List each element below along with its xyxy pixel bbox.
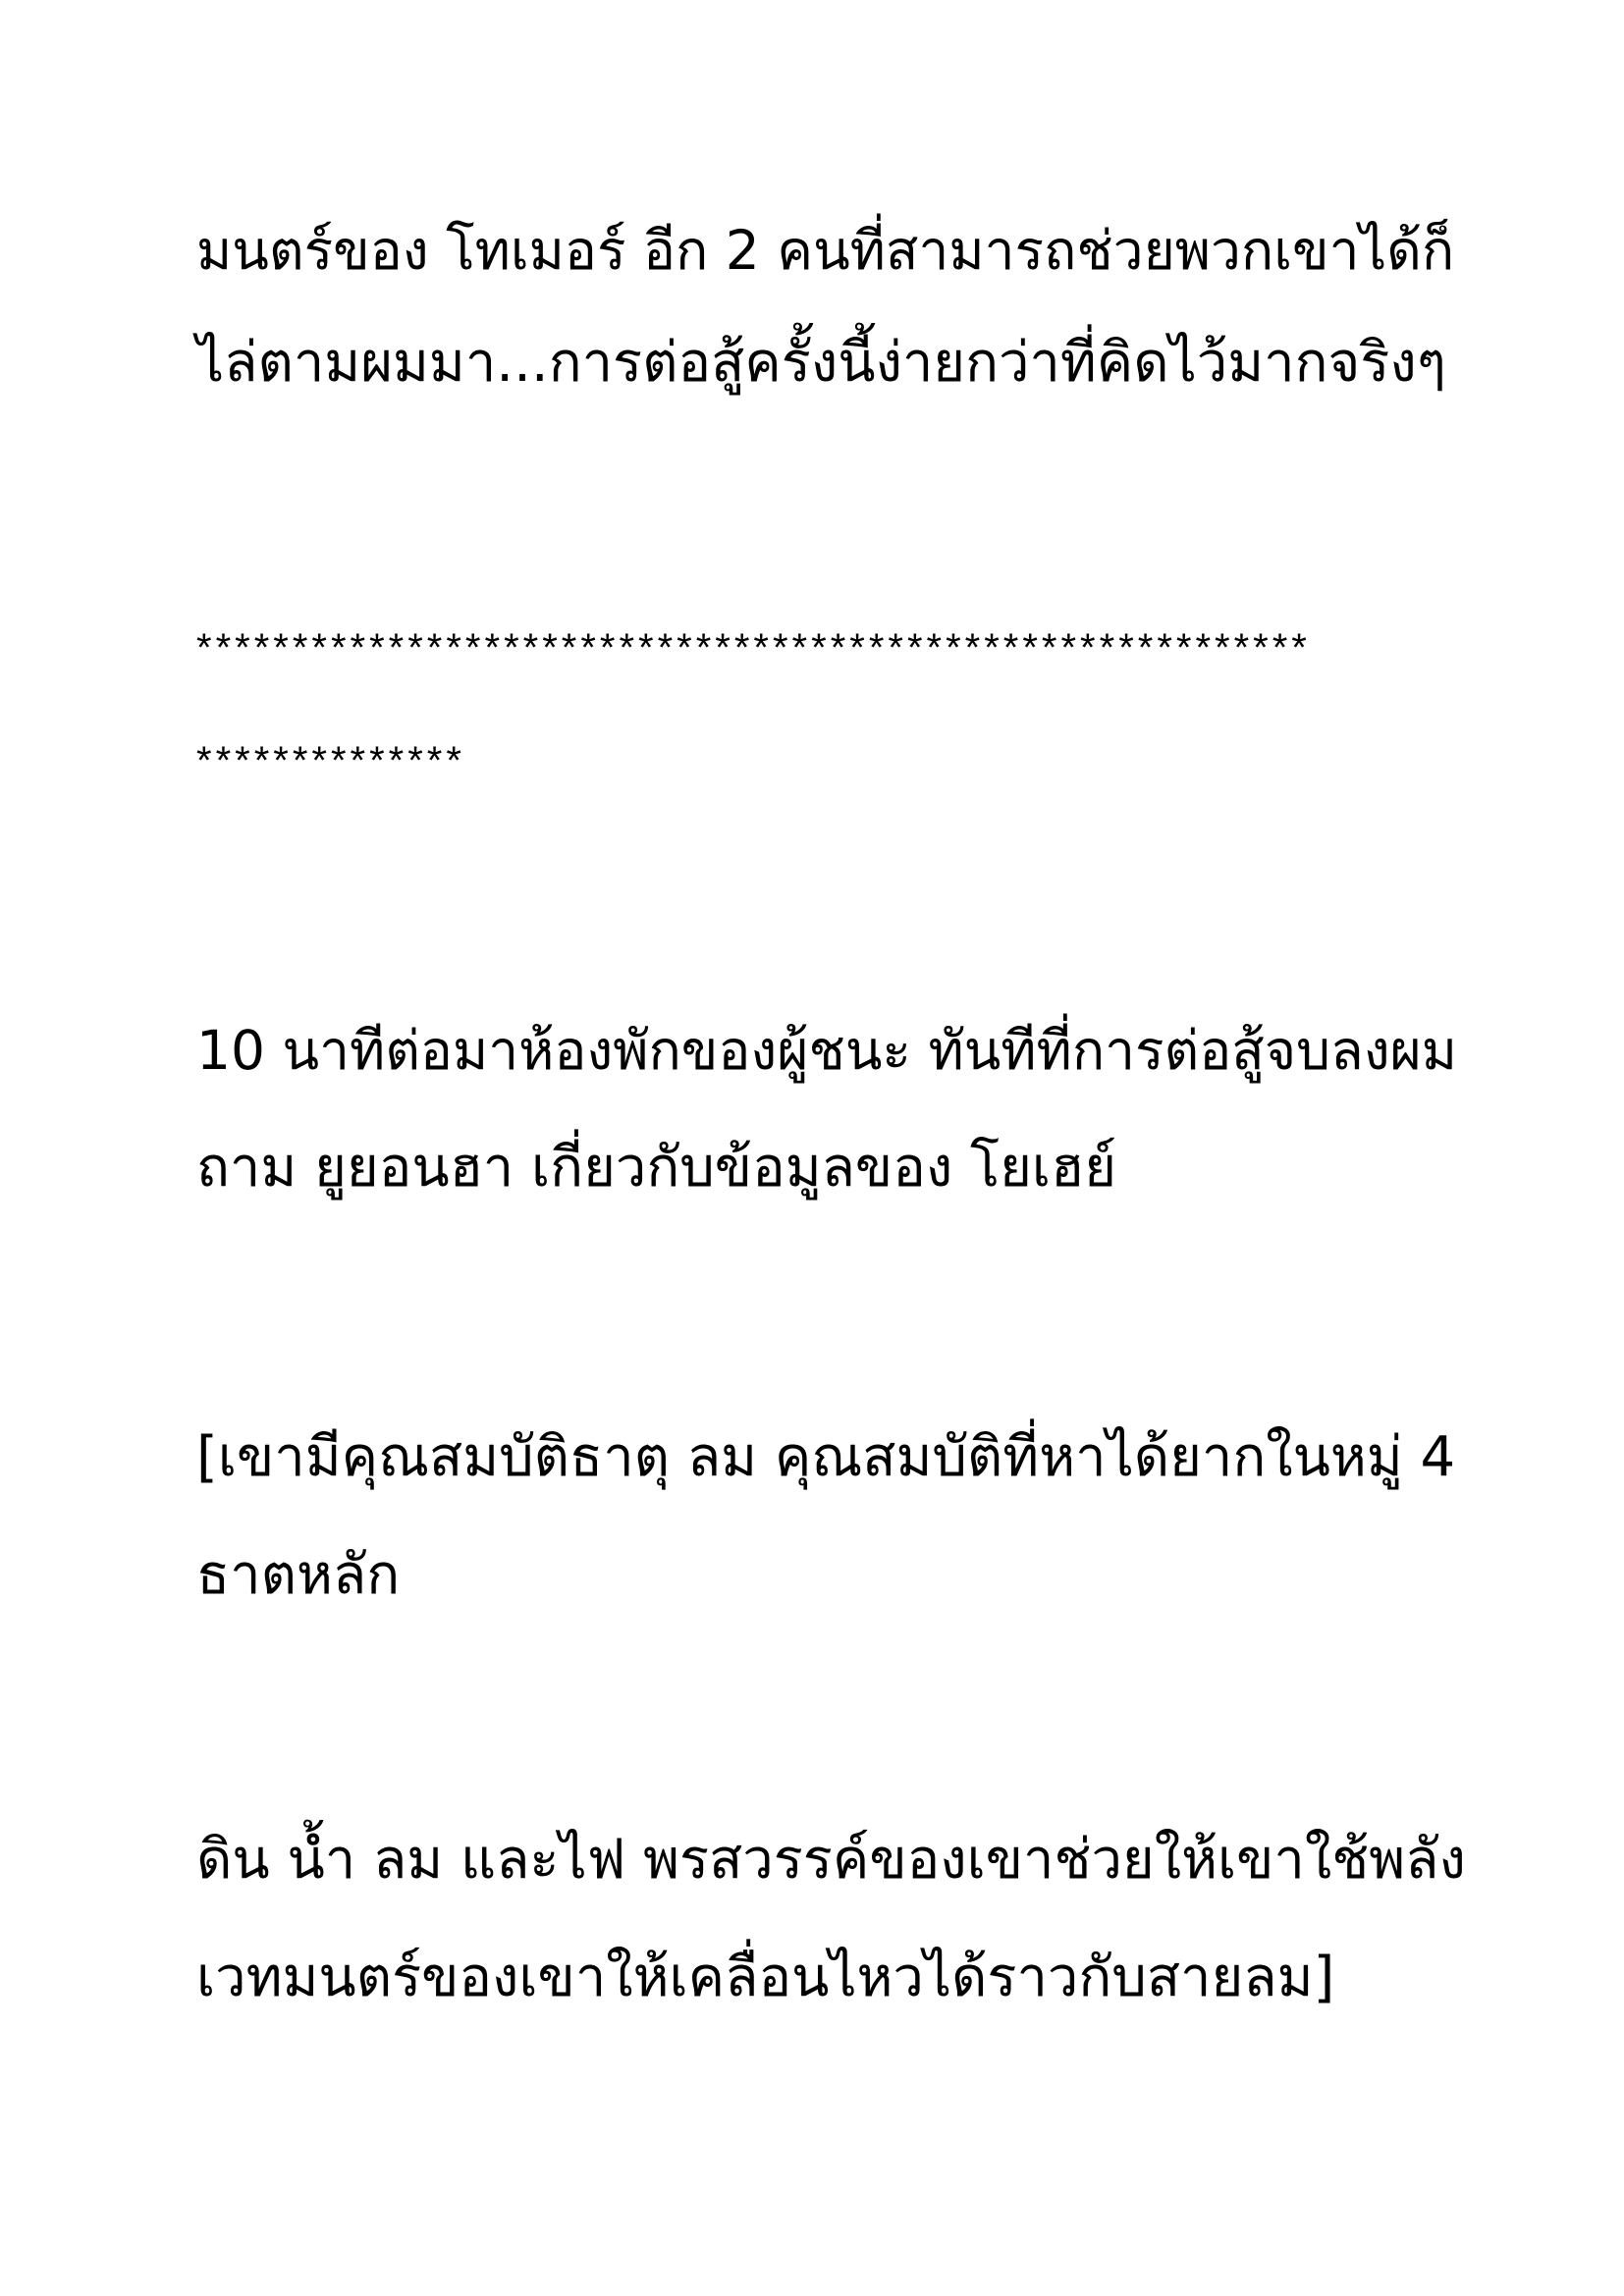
text-line-4: ถาม ยูยอนฮา เกี่ยวกับข้อมูลของ โยเฮย์ [196, 1136, 1117, 1200]
text-line-8: เวทมนตร์ของเขาให้เคลื่อนไหวได้ราวกับสายลม] [196, 1946, 1335, 2009]
text-line-1: มนตร์ของ โทเมอร์ อีก 2 คนที่สามารถช่วยพวกเขาได้ก็ [196, 219, 1455, 282]
text-line-3: 10 นาทีต่อมาห้องพักของผู้ชนะ ทันทีที่การต่อสู้จบลงผม [196, 1019, 1458, 1082]
separator-stars-line-2: ************** [196, 739, 465, 782]
separator-stars-line-1: ********************************************************** [196, 626, 1311, 669]
text-line-2: ไล่ตามผมมา...การต่อสู้ครั้งนี้ง่ายกว่าที่คิดไว้มากจริงๆ [196, 331, 1446, 395]
text-line-6: ธาตหลัก [196, 1543, 401, 1607]
text-line-7: ดิน น้ำ ลม และไฟ พรสวรรค์ของเขาช่วยให้เขาใช้พลัง [196, 1828, 1466, 1892]
text-line-5: [เขามีคุณสมบัติธาตุ ลม คุณสมบัติที่หาได้ยากในหมู่ 4 [196, 1425, 1456, 1489]
